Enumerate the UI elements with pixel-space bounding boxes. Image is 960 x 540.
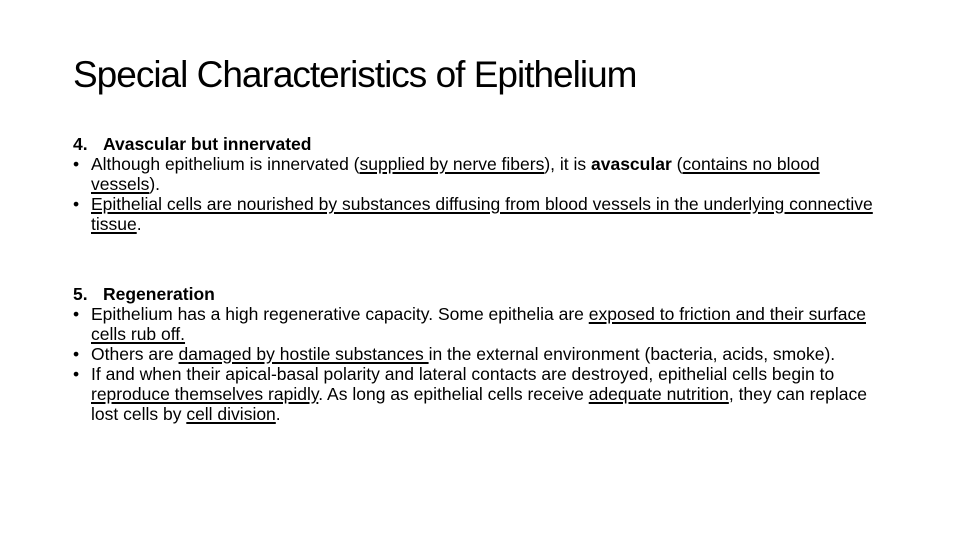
section-4-heading [73, 134, 893, 154]
text-run: ), it is [544, 154, 591, 174]
text-run: . [275, 404, 281, 424]
bullet-icon: • [73, 304, 80, 324]
bullet-icon: • [73, 154, 80, 174]
text-run: . As long as epithelial cells receive [318, 384, 589, 404]
text-run: , they can replace lost cells by [91, 384, 867, 424]
bullet-icon: • [73, 344, 80, 364]
text-run: Epithelium has a high regenerative capacity. Some epithelia are [91, 304, 589, 324]
list-item [73, 194, 893, 234]
bullet-icon: • [73, 364, 80, 384]
text-run: If and when their apical-basal polarity and lateral contacts are destroyed, epithelial cells begin to [91, 364, 835, 384]
underlined-text: reproduce themselves rapidly [91, 384, 319, 404]
bullet-icon: • [73, 194, 80, 214]
section-5-title: Regeneration [103, 284, 215, 304]
underlined-text: cell division [186, 404, 276, 424]
text-run: ). [149, 174, 161, 194]
underlined-text: Epithelial cells are nourished by substances diffusing from blood vessels in the underlying connective tissue [91, 194, 873, 234]
section-5-heading [73, 284, 893, 304]
text-run: Others are [91, 344, 179, 364]
text-run: Although epithelium is innervated ( [91, 154, 360, 174]
underlined-text: exposed to friction and their surface cells rub off. [91, 304, 866, 344]
slide-title: Special Characteristics of Epithelium [73, 54, 637, 95]
underlined-text: adequate nutrition [588, 384, 729, 404]
text-run: in the external environment (bacteria, acids, smoke). [428, 344, 836, 364]
underlined-text: supplied by nerve fibers [359, 154, 545, 174]
list-item [73, 304, 893, 344]
text-run: . [136, 214, 142, 234]
section-4-title: Avascular but innervated [103, 134, 312, 154]
slide-body [73, 134, 893, 424]
text-run: ( [671, 154, 683, 174]
section-5-number: 5. [73, 284, 88, 304]
underlined-text: damaged by hostile substances [178, 344, 429, 364]
list-item [73, 154, 893, 194]
bold-text: avascular [591, 154, 672, 174]
section-4-number: 4. [73, 134, 88, 154]
list-item [73, 344, 893, 364]
spacer [73, 234, 893, 284]
list-item [73, 364, 893, 424]
underlined-text: contains no blood vessels [91, 154, 820, 194]
